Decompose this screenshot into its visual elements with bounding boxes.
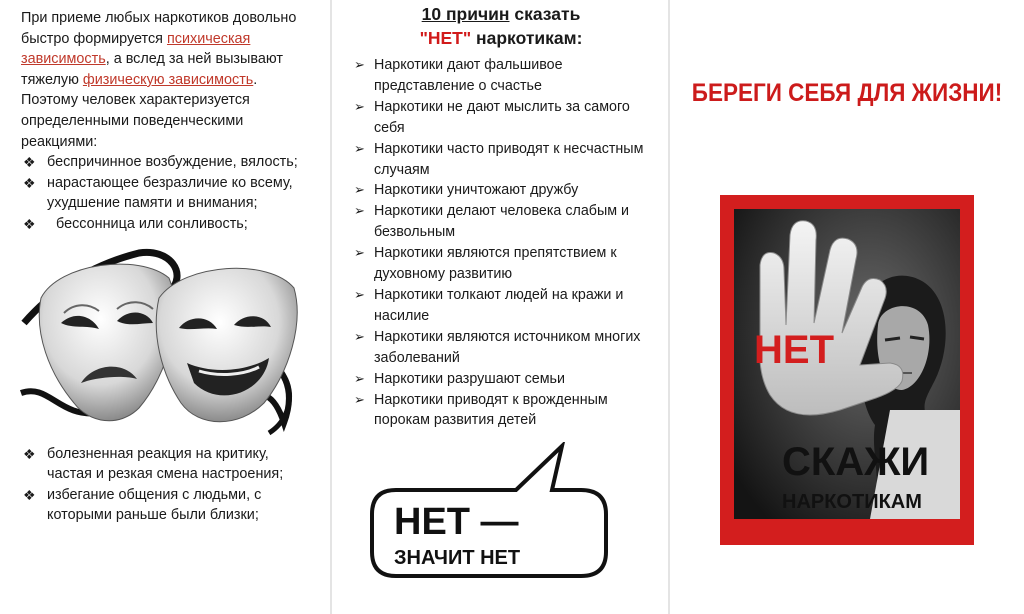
- arrow-bullet-icon: ➢: [354, 57, 365, 72]
- bubble-line1: НЕТ —: [394, 501, 519, 543]
- intro-text-2: , а вслед за ней вызывают тяжелую: [21, 51, 283, 88]
- reason-item: [354, 285, 648, 327]
- arrow-bullet-icon: ➢: [354, 245, 365, 261]
- middle-panel: [332, 0, 668, 614]
- arrow-bullet-icon: ➢: [354, 98, 365, 114]
- reason-item: [354, 327, 648, 369]
- reason-text: Наркотики являются источником многих заболеваний: [374, 328, 641, 366]
- symptom-item: [21, 444, 310, 485]
- reason-item: [354, 201, 648, 243]
- arrow-bullet-icon: ➢: [354, 328, 365, 344]
- symptom-list-top: [21, 152, 310, 234]
- reason-text: Наркотики уничтожают дружбу: [374, 182, 579, 199]
- arrow-bullet-icon: ➢: [354, 140, 365, 156]
- diamond-bullet-icon: ❖: [23, 174, 36, 191]
- diamond-bullet-icon: ❖: [23, 486, 36, 503]
- psychic-dependence-link[interactable]: психическая зависимость: [21, 30, 251, 68]
- reason-item: [354, 139, 648, 181]
- reasons-list: [354, 55, 648, 431]
- arrow-bullet-icon: ➢: [354, 370, 365, 386]
- title-net: "НЕТ": [419, 28, 472, 48]
- poster-net-text: НЕТ: [754, 328, 834, 372]
- right-panel: [670, 0, 1024, 614]
- reasons-title-line1: [354, 2, 648, 26]
- arrow-bullet-icon: ➢: [354, 203, 365, 219]
- intro-text-3: . Поэтому человек характеризуется определенными поведенческими реакциями:: [21, 71, 258, 150]
- left-panel: [0, 0, 330, 614]
- symptom-text: беспричинное возбуждение, вялость;: [47, 154, 298, 171]
- reason-item: [354, 369, 648, 390]
- reason-text: Наркотики приводят к врожденным порокам развития детей: [374, 391, 608, 429]
- diamond-bullet-icon: ❖: [23, 215, 36, 232]
- symptom-item: [21, 152, 310, 173]
- reason-text: Наркотики являются препятствием к духовному развитию: [374, 245, 617, 283]
- arrow-bullet-icon: ➢: [354, 286, 365, 302]
- poster-drugs-text: НАРКОТИКАМ: [782, 491, 922, 513]
- diamond-bullet-icon: ❖: [23, 445, 36, 462]
- physical-dependence-link[interactable]: физическую зависимость: [82, 71, 254, 88]
- diamond-bullet-icon: ❖: [23, 154, 36, 171]
- arrow-bullet-icon: ➢: [354, 391, 365, 407]
- intro-text-1: При приеме любых наркотиков довольно быстро формируется: [21, 10, 297, 47]
- reason-text: Наркотики делают человека слабым и безвольным: [374, 203, 630, 241]
- title-number: 10 причин: [421, 4, 510, 24]
- reason-text: Наркотики толкают людей на кражи и насилие: [374, 286, 624, 324]
- reason-text: Наркотики дают фальшивое представление о счастье: [374, 57, 563, 94]
- symptom-list-bottom: [21, 444, 310, 526]
- reasons-title: [354, 2, 648, 50]
- symptom-text: избегание общения с людьми, с которыми раньше были близки;: [47, 486, 262, 524]
- reason-text: Наркотики не дают мыслить за самого себя: [374, 98, 630, 136]
- bubble-line2: ЗНАЧИТ НЕТ: [394, 547, 521, 569]
- poster-say-text: СКАЖИ: [782, 440, 930, 484]
- speech-bubble: [366, 442, 616, 584]
- happy-mask-icon: [156, 268, 297, 421]
- reason-item: [354, 180, 648, 201]
- symptom-item: [21, 214, 310, 235]
- title-end: наркотикам:: [471, 28, 583, 48]
- slogan-title: БЕРЕГИ СЕБЯ ДЛЯ ЖИЗНИ!: [691, 79, 1003, 107]
- reason-item: [354, 390, 648, 432]
- symptom-item: [21, 485, 310, 526]
- say-no-poster: [720, 195, 974, 545]
- theatre-masks-image: [19, 243, 303, 439]
- reasons-title-line2: [354, 26, 648, 50]
- title-rest: сказать: [509, 4, 581, 24]
- symptom-text: бессонница или сонливость;: [56, 215, 248, 232]
- symptom-text: нарастающее безразличие ко всему, ухудшение памяти и внимания;: [47, 174, 293, 212]
- symptom-text: болезненная реакция на критику, частая и резкая смена настроения;: [47, 445, 284, 483]
- sad-mask-icon: [39, 264, 175, 421]
- reason-text: Наркотики разрушают семьи: [374, 370, 565, 387]
- reason-item: [354, 55, 648, 97]
- symptom-item: [21, 173, 310, 214]
- reason-text: Наркотики часто приводят к несчастным случаям: [374, 140, 644, 178]
- reason-item: [354, 97, 648, 139]
- reason-item: [354, 243, 648, 285]
- arrow-bullet-icon: ➢: [354, 182, 365, 198]
- intro-paragraph: [21, 8, 310, 152]
